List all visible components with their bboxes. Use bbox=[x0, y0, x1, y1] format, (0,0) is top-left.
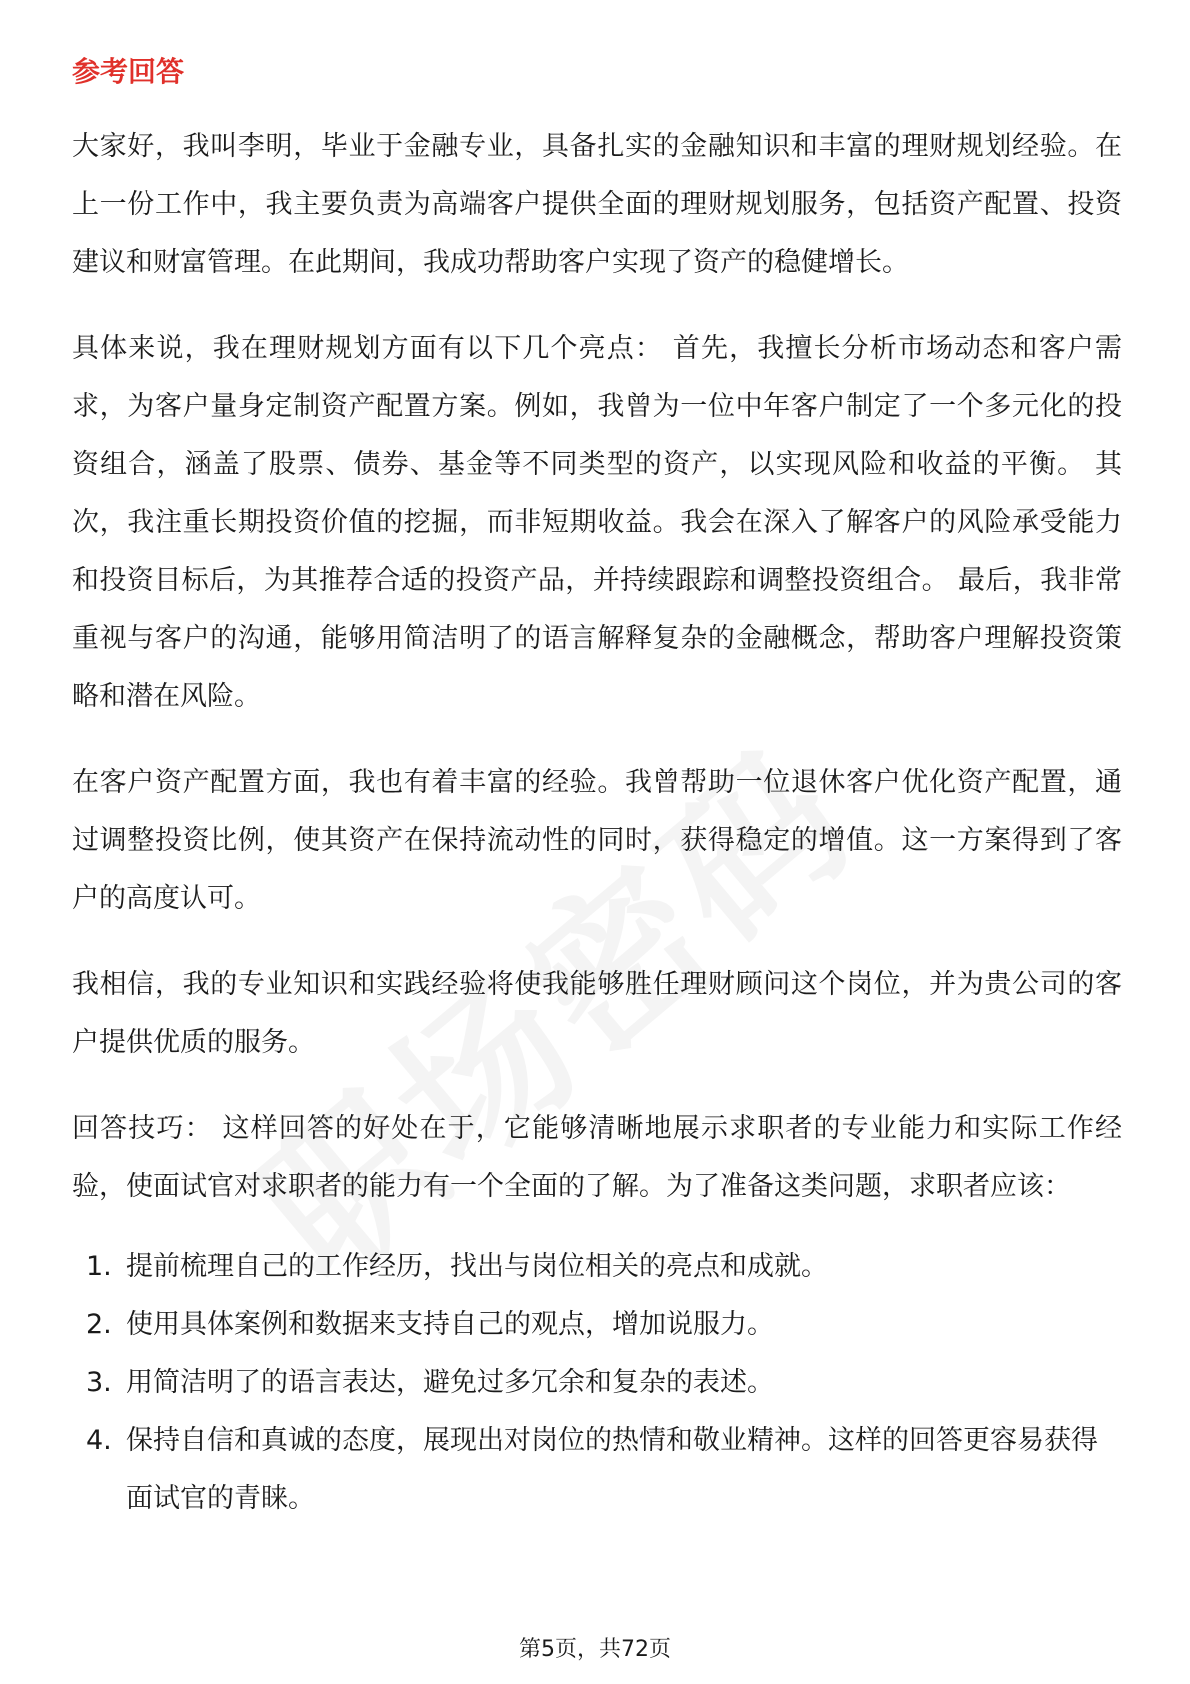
list-item-text: 用简洁明了的语言表达，避免过多冗余和复杂的表述。 bbox=[126, 1367, 774, 1398]
paragraph-highlights: 具体来说，我在理财规划方面有以下几个亮点： 首先，我擅长分析市场动态和客户需求，为客户量身定制资产配置方案。例如，我曾为一位中年客户制定了一个多元化的投资组合，涵盖了股票、债券、基金等不同类型的资产，以实现风险和收益的平衡。 其次，我注重长期投资价值的挖掘，而非短期收益。我会在深入了解客户的风险承受能力和投资目标后，为其推荐合适的投资产品，并持续跟踪和调整投资组合。 最后，我非常重视与客户的沟通，能够用简洁明了的语言解释复杂的金融概念，帮助客户理解投资策略和潜在风险。 bbox=[72, 333, 1122, 712]
list-item-text: 使用具体案例和数据来支持自己的观点，增加说服力。 bbox=[126, 1309, 774, 1340]
paragraph-answer-tips: 回答技巧： 这样回答的好处在于，它能够清晰地展示求职者的专业能力和实际工作经验，使面试官对求职者的能力有一个全面的了解。为了准备这类问题，求职者应该： bbox=[72, 1113, 1122, 1202]
paragraph-conclusion: 我相信，我的专业知识和实践经验将使我能够胜任理财顾问这个岗位，并为贵公司的客户提供优质的服务。 bbox=[72, 969, 1122, 1058]
list-item-text: 提前梳理自己的工作经历，找出与岗位相关的亮点和成就。 bbox=[126, 1251, 828, 1282]
answer-body bbox=[72, 118, 1122, 1528]
section-heading: 参考回答 bbox=[72, 55, 185, 88]
list-item bbox=[72, 1354, 1122, 1412]
list-item bbox=[72, 1238, 1122, 1296]
paragraph-asset-allocation: 在客户资产配置方面，我也有着丰富的经验。我曾帮助一位退休客户优化资产配置，通过调整投资比例，使其资产在保持流动性的同时，获得稳定的增值。这一方案得到了客户的高度认可。 bbox=[72, 767, 1122, 914]
list-item bbox=[72, 1412, 1122, 1528]
list-item-number: 1. bbox=[86, 1251, 112, 1282]
list-item-number: 2. bbox=[86, 1309, 112, 1340]
paragraph-intro: 大家好，我叫李明，毕业于金融专业，具备扎实的金融知识和丰富的理财规划经验。在上一份工作中，我主要负责为高端客户提供全面的理财规划服务，包括资产配置、投资建议和财富管理。在此期间，我成功帮助客户实现了资产的稳健增长。 bbox=[72, 131, 1122, 278]
page-number-footer: 第5页，共72页 bbox=[519, 1637, 671, 1662]
tips-list bbox=[72, 1238, 1122, 1528]
list-item bbox=[72, 1296, 1122, 1354]
list-item-number: 3. bbox=[86, 1367, 112, 1398]
list-item-number: 4. bbox=[86, 1425, 112, 1456]
list-item-text: 保持自信和真诚的态度，展现出对岗位的热情和敬业精神。这样的回答更容易获得面试官的青睐。 bbox=[126, 1425, 1098, 1514]
